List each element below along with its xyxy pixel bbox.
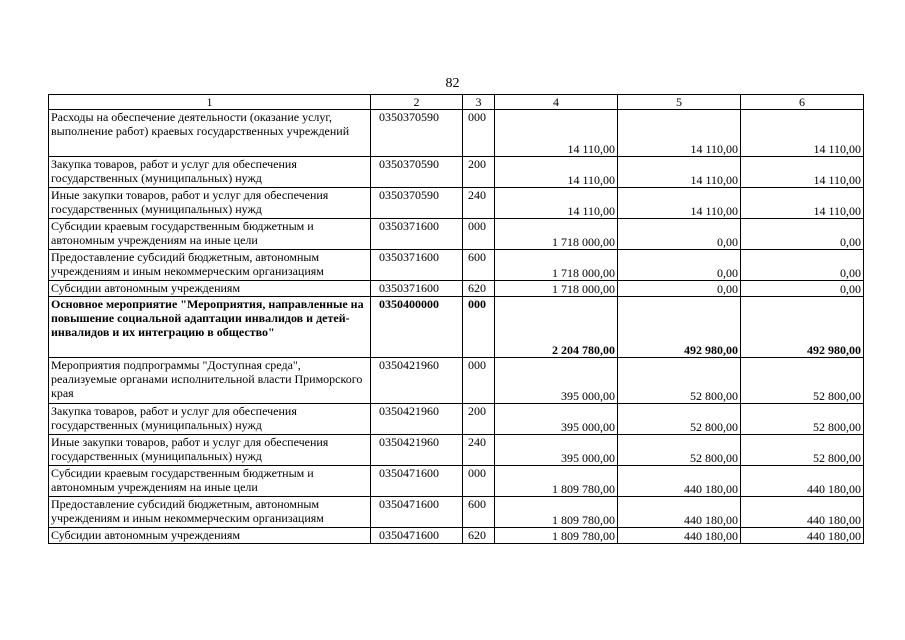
row-value-col4: 14 110,00 [495,188,618,219]
page-number: 82 [445,76,460,91]
row-kind-cell: 620 [463,528,495,544]
row-value-col6: 52 800,00 [741,358,864,404]
row-value-col5: 52 800,00 [618,435,741,466]
row-kind-cell: 600 [463,497,495,528]
table-row [49,110,864,157]
row-code-cell: 0350421960 [371,435,463,466]
row-value-col5: 52 800,00 [618,358,741,404]
row-name-cell: Закупка товаров, работ и услуг для обеспечения государственных (муниципальных) нужд [49,404,371,435]
row-name-cell: Закупка товаров, работ и услуг для обеспечения государственных (муниципальных) нужд [49,157,371,188]
row-kind-cell: 240 [463,188,495,219]
column-header-6: 6 [741,95,864,110]
row-code-cell: 0350421960 [371,358,463,404]
row-value-col6: 52 800,00 [741,435,864,466]
row-value-col5: 0,00 [618,250,741,281]
row-value-col5: 52 800,00 [618,404,741,435]
row-kind-cell: 000 [463,297,495,358]
row-kind-cell: 600 [463,250,495,281]
row-name-cell: Иные закупки товаров, работ и услуг для обеспечения государственных (муниципальных) нужд [49,188,371,219]
row-name-cell: Предоставление субсидий бюджетным, автономным учреждениям и иным некоммерческим организациям [49,497,371,528]
row-value-col5: 440 180,00 [618,528,741,544]
row-name-cell: Предоставление субсидий бюджетным, автономным учреждениям и иным некоммерческим организациям [49,250,371,281]
row-code-cell: 0350371600 [371,219,463,250]
row-code-cell: 0350471600 [371,497,463,528]
row-kind-cell: 000 [463,358,495,404]
row-code-cell: 0350370590 [371,110,463,157]
row-value-col6: 440 180,00 [741,528,864,544]
row-name-cell: Субсидии краевым государственным бюджетным и автономным учреждениям на иные цели [49,219,371,250]
row-name-cell: Основное мероприятие "Мероприятия, направленные на повышение социальной адаптации инвалидов и детей-инвалидов и их интеграцию в общество" [49,297,371,358]
row-value-col5: 0,00 [618,219,741,250]
row-name-cell: Субсидии краевым государственным бюджетным и автономным учреждениям на иные цели [49,466,371,497]
row-value-col5: 440 180,00 [618,497,741,528]
row-kind-cell: 240 [463,435,495,466]
row-name-cell: Расходы на обеспечение деятельности (оказание услуг, выполнение работ) краевых государственных учреждений [49,110,371,157]
row-value-col4: 395 000,00 [495,404,618,435]
row-value-col4: 1 809 780,00 [495,528,618,544]
column-header-row [49,95,864,110]
row-code-cell: 0350370590 [371,188,463,219]
row-value-col4: 14 110,00 [495,110,618,157]
row-value-col6: 14 110,00 [741,188,864,219]
column-header-3: 3 [463,95,495,110]
row-code-cell: 0350370590 [371,157,463,188]
row-code-cell: 0350400000 [371,297,463,358]
row-value-col4: 395 000,00 [495,358,618,404]
row-code-cell: 0350471600 [371,466,463,497]
row-value-col6: 0,00 [741,219,864,250]
row-value-col4: 1 809 780,00 [495,466,618,497]
row-value-col5: 440 180,00 [618,466,741,497]
column-header-2: 2 [371,95,463,110]
column-header-5: 5 [618,95,741,110]
table-row [49,404,864,435]
table-body [49,95,864,544]
row-value-col6: 0,00 [741,281,864,297]
budget-table [48,94,864,544]
row-value-col6: 440 180,00 [741,497,864,528]
row-value-col4: 395 000,00 [495,435,618,466]
table-row [49,157,864,188]
row-value-col5: 14 110,00 [618,188,741,219]
row-name-cell: Иные закупки товаров, работ и услуг для обеспечения государственных (муниципальных) нужд [49,435,371,466]
table-row [49,281,864,297]
row-value-col4: 14 110,00 [495,157,618,188]
row-value-col6: 440 180,00 [741,466,864,497]
table-row [49,250,864,281]
table-row [49,297,864,358]
row-value-col4: 1 718 000,00 [495,219,618,250]
table-row [49,497,864,528]
row-value-col5: 0,00 [618,281,741,297]
table-row [49,528,864,544]
row-value-col6: 14 110,00 [741,110,864,157]
row-value-col5: 14 110,00 [618,110,741,157]
row-value-col6: 492 980,00 [741,297,864,358]
row-value-col4: 1 718 000,00 [495,281,618,297]
row-code-cell: 0350471600 [371,528,463,544]
row-kind-cell: 200 [463,157,495,188]
row-kind-cell: 000 [463,219,495,250]
row-code-cell: 0350421960 [371,404,463,435]
table-row [49,466,864,497]
table-row [49,219,864,250]
row-code-cell: 0350371600 [371,250,463,281]
row-value-col4: 1 718 000,00 [495,250,618,281]
table-row [49,358,864,404]
row-code-cell: 0350371600 [371,281,463,297]
row-name-cell: Мероприятия подпрограммы "Доступная среда", реализуемые органами исполнительной власти Приморского края [49,358,371,404]
row-value-col6: 52 800,00 [741,404,864,435]
table-row [49,188,864,219]
row-value-col4: 2 204 780,00 [495,297,618,358]
row-name-cell: Субсидии автономным учреждениям [49,281,371,297]
column-header-1: 1 [49,95,371,110]
row-kind-cell: 000 [463,466,495,497]
row-value-col5: 14 110,00 [618,157,741,188]
row-kind-cell: 000 [463,110,495,157]
row-value-col4: 1 809 780,00 [495,497,618,528]
row-name-cell: Субсидии автономным учреждениям [49,528,371,544]
row-value-col5: 492 980,00 [618,297,741,358]
row-value-col6: 14 110,00 [741,157,864,188]
row-value-col6: 0,00 [741,250,864,281]
row-kind-cell: 200 [463,404,495,435]
table-row [49,435,864,466]
column-header-4: 4 [495,95,618,110]
row-kind-cell: 620 [463,281,495,297]
